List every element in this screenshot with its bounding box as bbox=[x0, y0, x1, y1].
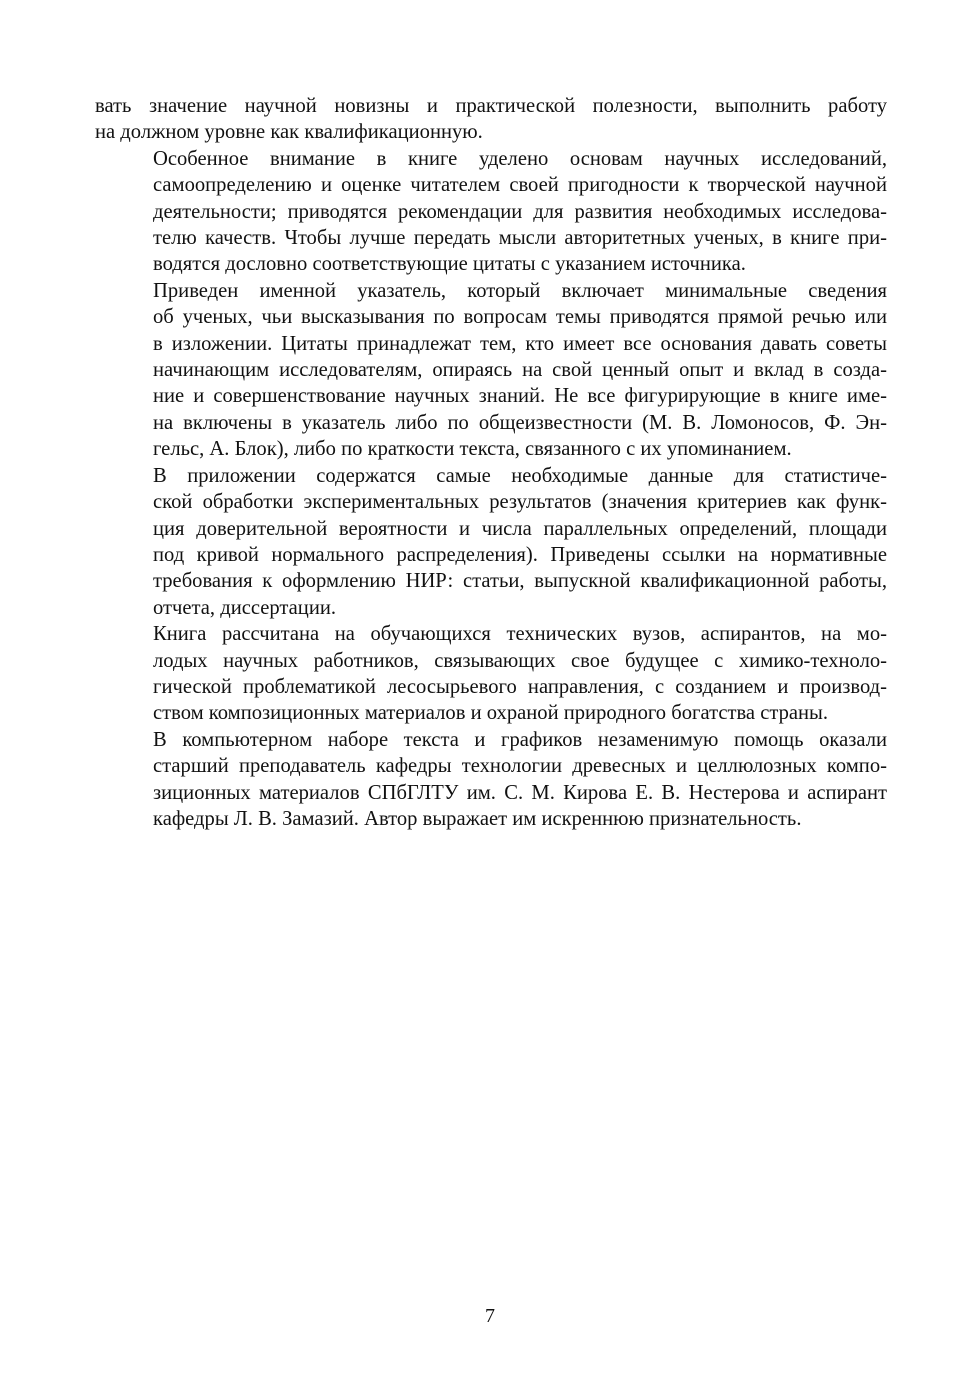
text-line: на включены в указатель либо по общеизвестности (М. В. Ломоносов, Ф. Эн- bbox=[153, 411, 887, 434]
text-line: гельс, А. Блок), либо по краткости текста, связанного с их упоминанием. bbox=[153, 438, 792, 461]
text-line: водятся дословно соответствующие цитаты с указанием источника. bbox=[153, 253, 746, 276]
text-line: деятельности; приводятся рекомендации для развития необходимых исследова- bbox=[153, 200, 887, 223]
text-line: об ученых, чьи высказывания по вопросам темы приводятся прямой речью или bbox=[153, 306, 887, 329]
text-line: старший преподаватель кафедры технологии древесных и целлюлозных компо- bbox=[153, 755, 887, 778]
text-line: на должном уровне как квалификационную. bbox=[95, 121, 483, 144]
text-line: кафедры Л. В. Замазий. Автор выражает им искреннюю признательность. bbox=[153, 807, 802, 830]
text-line: ция доверительной вероятности и числа параллельных определений, площади bbox=[153, 517, 887, 540]
text-line: В приложении содержатся самые необходимые данные для статистиче- bbox=[153, 464, 887, 487]
paragraph-audience bbox=[95, 621, 887, 727]
text-line: под кривой нормального распределения). Приведены ссылки на нормативные bbox=[153, 543, 887, 566]
text-line: Книга рассчитана на обучающихся технических вузов, аспирантов, на мо- bbox=[153, 623, 887, 646]
text-line: лодых научных работников, связывающих свое будущее с химико-техноло- bbox=[153, 649, 887, 672]
text-line: отчета, диссертации. bbox=[153, 596, 337, 619]
page-number: 7 bbox=[485, 1305, 495, 1327]
text-line: в изложении. Цитаты принадлежат тем, кто имеет все основания давать советы bbox=[153, 332, 887, 355]
text-line: ской обработки экспериментальных результатов (значения критериев как функ- bbox=[153, 491, 887, 514]
text-line: гической проблематикой лесосырьевого направления, с созданием и производ- bbox=[153, 675, 887, 698]
paragraph-book-focus bbox=[95, 146, 887, 278]
text-line: начинающим исследователям, опираясь на свой ценный опыт и вклад в созда- bbox=[153, 359, 887, 382]
text-line: требования к оформлению НИР: статьи, выпускной квалификационной работы, bbox=[153, 570, 887, 593]
text-line: вать значение научной новизны и практической полезности, выполнить работу bbox=[95, 95, 887, 117]
text-line: Приведен именной указатель, который включает минимальные сведения bbox=[153, 279, 887, 302]
text-line: В компьютерном наборе текста и графиков незаменимую помощь оказали bbox=[153, 728, 887, 751]
text-line: телю качеств. Чтобы лучше передать мысли авторитетных ученых, в книге при- bbox=[153, 227, 887, 250]
page-body bbox=[95, 93, 887, 832]
paragraph-name-index bbox=[95, 278, 887, 463]
text-line: зиционных материалов СПбГЛТУ им. С. М. Кирова Е. В. Нестерова и аспирант bbox=[153, 781, 887, 804]
paragraph-continuation bbox=[95, 93, 887, 146]
paragraph-acknowledgements bbox=[95, 727, 887, 833]
paragraph-appendix bbox=[95, 463, 887, 621]
text-line: ние и совершенствование научных знаний. Не все фигурирующие в книге име- bbox=[153, 385, 887, 408]
text-line: ством композиционных материалов и охраной природного богатства страны. bbox=[153, 702, 829, 725]
text-line: самоопределению и оценке читателем своей пригодности к творческой научной bbox=[153, 174, 887, 197]
text-line: Особенное внимание в книге уделено основам научных исследований, bbox=[153, 147, 887, 170]
